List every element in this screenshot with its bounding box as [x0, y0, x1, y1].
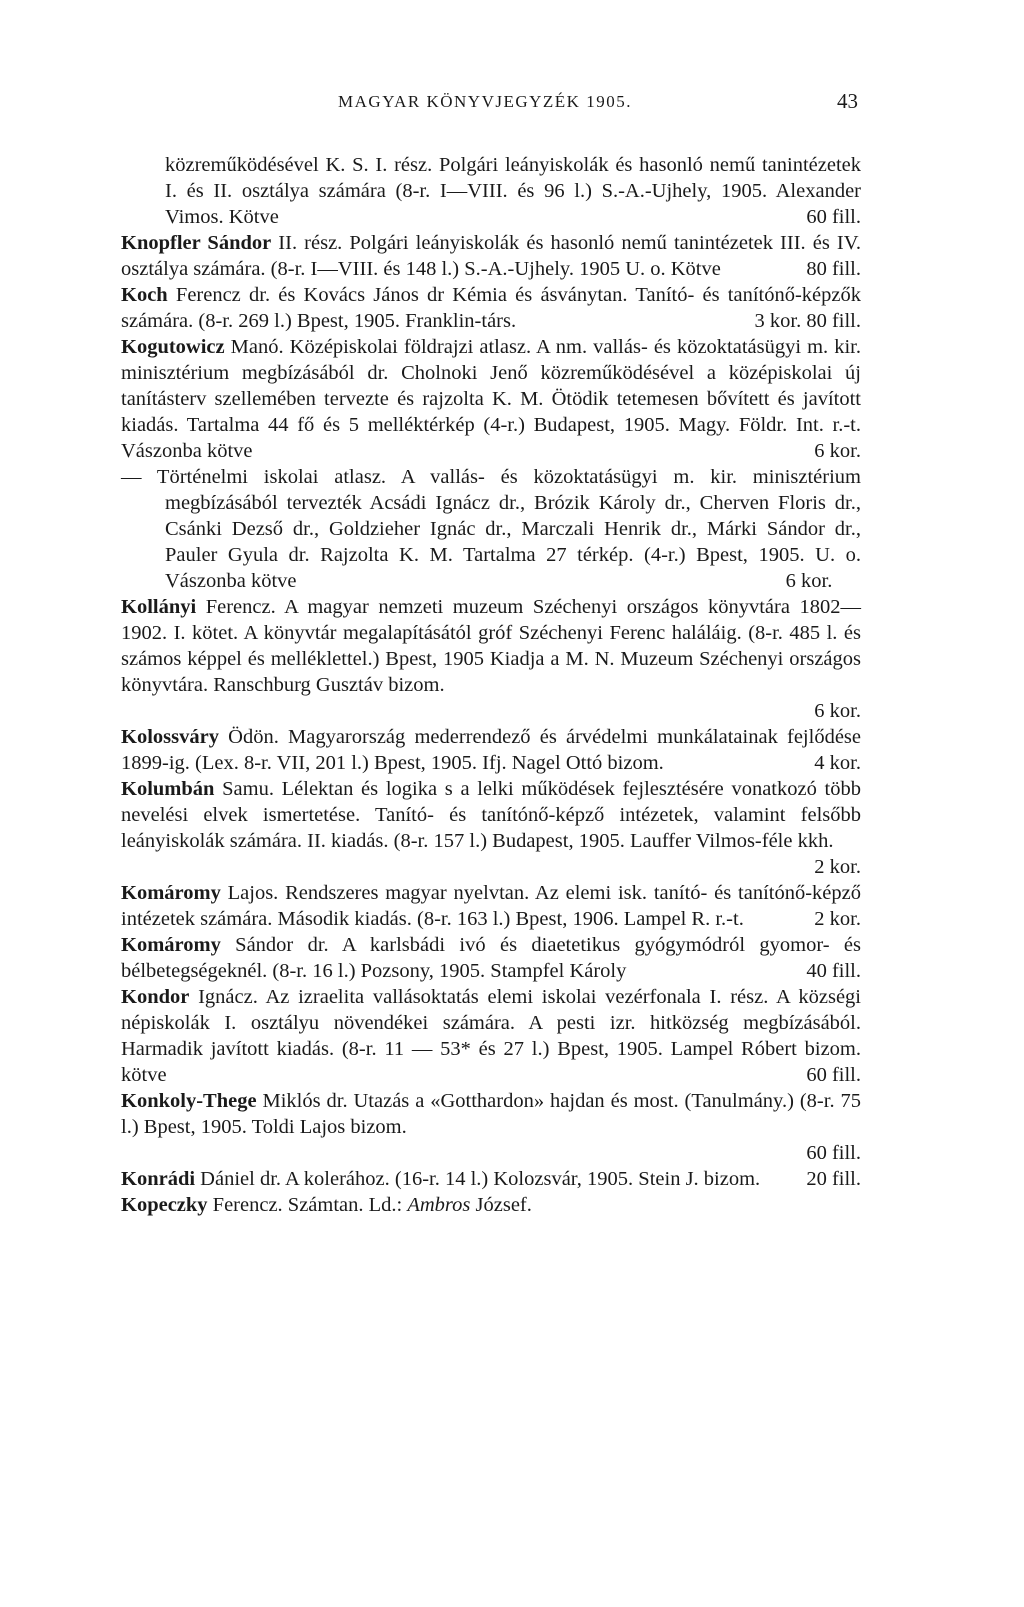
entry-author: Koch — [121, 284, 168, 306]
entry-price: 6 kor. — [785, 570, 833, 592]
entry-price: 2 kor. — [814, 856, 861, 878]
entry-text: Dániel dr. A kolerához. (16-r. 14 l.) Kolozsvár, 1905. Stein J. bizom. — [195, 1168, 761, 1190]
entry-price: 2 kor. — [814, 908, 861, 930]
bibliography-entry — [121, 1088, 861, 1166]
entry-price: 80 fill. — [806, 258, 861, 280]
bibliography-entry — [121, 594, 861, 724]
bibliography-entry — [121, 152, 861, 230]
entry-author: Kopeczky — [121, 1194, 208, 1216]
bibliography-entry — [121, 724, 861, 776]
entry-text: közreműködésével K. S. I. rész. Polgári leányiskolák és hasonló nemű tanintézetek I. és II. osztálya számára (8-r. I—VIII. és 96 l.) S.-A.-Ujhely, 1905. Alexander Vimos. Kötve — [165, 154, 861, 228]
entry-price: 60 fill. — [806, 1142, 861, 1164]
entry-text: Samu. Lélektan és logika s a lelki működések fejlesztésére vonatkozó több nevelési elvek ismertetése. Tanító- és tanítónő-képző intézetek, valamint felsőbb leányiskolák számára. II. kiadás. (8-r. 157 l.) Budapest, 1905. Lauffer Vilmos-féle kkh. — [121, 778, 861, 852]
bibliography-entry — [121, 230, 861, 282]
bibliography-entry — [121, 1192, 861, 1218]
header-title: MAGYAR KÖNYVJEGYZÉK 1905. — [338, 92, 632, 111]
entry-text: Manó. Középiskolai földrajzi atlasz. A nm. vallás- és közoktatásügyi m. kir. minisztérium megbízásából dr. Cholnoki Jenő közreműködésével a középiskolai új tanításterv szellemében tervezte és rajzolta K. M. Ötödik tetemesen bővített és javított kiadás. Tartalma 44 fő és 5 melléktérkép (4-r.) Budapest, 1905. Magy. Földr. Int. r.-t. Vászonba kötve — [121, 336, 861, 462]
bibliography-entry — [121, 932, 861, 984]
entry-text: Ferencz. A magyar nemzeti muzeum Széchenyi országos könyvtára 1802—1902. I. kötet. A könyvtár megalapításától gróf Széchenyi Ferenc haláláig. (8-r. 485 l. és számos képpel és melléklettel.) Bpest, 1905 Kiadja a M. N. Muzeum Széchenyi országos könyvtára. Ranschburg Gusztáv bizom. — [121, 596, 861, 696]
entry-author: Komáromy — [121, 882, 221, 904]
bibliography-entry — [121, 1166, 861, 1192]
entry-price: 60 fill. — [806, 1064, 861, 1086]
entry-author: Komáromy — [121, 934, 221, 956]
entry-text: II. rész. Polgári leányiskolák és hasonló nemű tanintézetek III. és IV. osztálya számára. (8-r. I—VIII. és 148 l.) S.-A.-Ujhely. 1905 U. o. Kötve — [121, 232, 862, 280]
entry-price: 4 kor. — [814, 752, 861, 774]
entry-text: Ignácz. Az izraelita vallásoktatás elemi iskolai vezérfonala I. rész. A községi népiskolák I. osztályu növendékei számára. A pesti izr. hitközség megbízásából. Harmadik javított kiadás. (8-r. 11 — 53* és 27 l.) Bpest, 1905. Lampel Róbert bizom. kötve — [121, 986, 861, 1086]
entry-price: 3 kor. 80 fill. — [754, 310, 861, 332]
bibliography-entry — [121, 880, 861, 932]
entry-author: Knopfler Sándor — [121, 232, 272, 254]
entry-price: 6 kor. — [814, 440, 861, 462]
entry-price: 20 fill. — [806, 1168, 861, 1190]
bibliography-entry — [121, 464, 861, 594]
entry-price: 40 fill. — [806, 960, 861, 982]
entry-author: Kondor — [121, 986, 190, 1008]
entry-text: Lajos. Rendszeres magyar nyelvtan. Az elemi isk. tanító- és tanítónő-képző intézetek számára. Második kiadás. (8-r. 163 l.) Bpest, 1906. Lampel R. r.-t. — [121, 882, 861, 930]
bibliography-entry — [121, 334, 861, 464]
bibliography-entry — [121, 776, 861, 880]
entry-text: Ferencz dr. és Kovács János dr Kémia és ásványtan. Tanító- és tanítónő-képzők számára. (8-r. 269 l.) Bpest, 1905. Franklin-társ. — [121, 284, 861, 332]
entry-text: Miklós dr. Utazás a «Gotthardon» hajdan és most. (Tanulmány.) (8-r. 75 l.) Bpest, 1905. Toldi Lajos bizom. — [121, 1090, 861, 1138]
entry-emphasis: Ambros — [407, 1194, 471, 1216]
entry-price: 60 fill. — [806, 206, 861, 228]
entry-author: Konrádi — [121, 1168, 196, 1190]
bibliography-entry — [121, 282, 861, 334]
entry-author: Kollányi — [121, 596, 197, 618]
bibliography-entry — [121, 984, 861, 1088]
entry-text: Sándor dr. A karlsbádi ivó és diaetetikus gyógymódról gyomor- és bélbetegségeknél. (8-r. 16 l.) Pozsony, 1905. Stampfel Károly — [121, 934, 861, 982]
entry-text: Ödön. Magyarország mederrendező és árvédelmi munkálatainak fejlődése 1899-ig. (Lex. 8-r. VII, 201 l.) Bpest, 1905. Ifj. Nagel Ottó bizom. — [121, 726, 861, 774]
entry-text: Ferencz. Számtan. Ld.: — [207, 1194, 408, 1216]
entry-price: 6 kor. — [814, 700, 861, 722]
entry-author: Kolossváry — [121, 726, 219, 748]
bibliography-entries — [121, 152, 861, 1218]
entry-text: — Történelmi iskolai atlasz. A vallás- és közoktatásügyi m. kir. minisztérium megbízásából tervezték Acsádi Ignácz dr., Brózik Károly dr., Cherven Floris dr., Csánki Dezső dr., Goldzieher Ignác dr., Marczali Henrik dr., Márki Sándor dr., Pauler Gyula dr. Rajzolta K. M. Tartalma 27 térkép. (4-r.) Bpest, 1905. U. o. Vászonba kötve — [121, 466, 861, 592]
page-number: 43 — [837, 89, 858, 113]
running-header — [112, 89, 858, 118]
entry-text-tail: József. — [470, 1194, 532, 1216]
entry-author: Kolumbán — [121, 778, 215, 800]
entry-author: Konkoly-Thege — [121, 1090, 257, 1112]
entry-author: Kogutowicz — [121, 336, 225, 358]
